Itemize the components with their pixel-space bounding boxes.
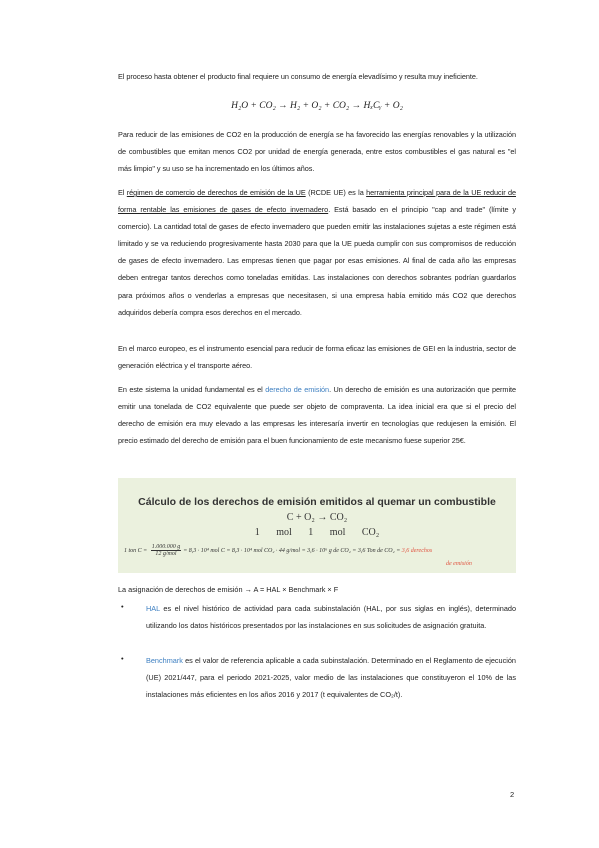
calculation-box bbox=[118, 478, 516, 573]
rcde-text-a: El bbox=[118, 188, 127, 197]
hal-term: HAL bbox=[146, 604, 160, 613]
emission-text-a: En este sistema la unidad fundamental es el bbox=[118, 385, 266, 394]
combustion-reaction: C + O₂ → CO₂ bbox=[286, 512, 348, 523]
emission-text-b: . Un derecho de emisión es una autorización que permite emitir una tonelada de CO2 equivalente que puede ser objeto de compraventa. La idea inicial era que si el precio del derecho de emisión era muy elevado a las empresas les interesaría invertir en tecnologías que redujesen la emisión. El precio estimado del derecho de emisión para el buen funcionamiento de este mecanismo fuese superior 25€. bbox=[118, 385, 516, 446]
calc-denominator: 12 g/mol bbox=[155, 551, 177, 557]
paragraph-rcde bbox=[118, 184, 516, 321]
calc-numerator: 1.000.000 g bbox=[151, 544, 181, 550]
calculation-line bbox=[124, 544, 512, 557]
bullet-icon: • bbox=[121, 654, 124, 663]
chemical-equation: H₂O + CO₂ → H₂ + O₂ + CO₂ → HₓCᵧ + O₂ bbox=[231, 101, 403, 111]
calc-result: 3,6 derechos bbox=[401, 547, 433, 554]
calc-result-cont: de emisión bbox=[446, 561, 472, 567]
calc-start: 1 ton C = bbox=[124, 547, 148, 554]
calc-chain: = 8,3 · 10⁴ mol C = 8,3 · 10⁴ mol CO₂ · 44 g/mol = 3,6 · 10⁶ g de CO₂ = 3,6 Ton de CO₂ = bbox=[183, 547, 401, 554]
rcde-link[interactable]: régimen de comercio de derechos de emisión de la UE bbox=[126, 188, 306, 197]
rcde-tool-link[interactable]: herramienta principal para de la UE reducir de forma rentable las emisiones de gases de efecto invernadero bbox=[118, 188, 516, 215]
benchmark-term: Benchmark bbox=[146, 656, 183, 665]
paragraph-emission-right bbox=[118, 381, 516, 449]
calculation-title: Cálculo de los derechos de emisión emitidos al quemar un combustible bbox=[138, 496, 496, 508]
emission-right-link[interactable]: derecho de emisión bbox=[265, 385, 330, 394]
bullet-benchmark bbox=[146, 652, 516, 703]
allocation-formula: La asignación de derechos de emisión → A = HAL × Benchmark × F bbox=[118, 585, 339, 594]
paragraph-process: El proceso hasta obtener el producto final requiere un consumo de energía elevadísimo y resulta muy ineficiente. bbox=[118, 72, 478, 81]
calc-fraction bbox=[151, 544, 182, 557]
hal-text: es el nivel histórico de actividad para cada subinstalación (HAL, por sus siglas en inglés), determinado utilizando los datos históricos presentados por las instalaciones en sus solicitudes de asignación gratuita. bbox=[146, 604, 516, 630]
rcde-text-c: . Está basado en el principio "cap and trade" (límite y comercio). La cantidad total de gases de efecto invernadero que pueden emitir las instalaciones sujetas a este régimen está limitado y se va reduciendo progresivamente hasta 2030 para que la UE pueda cumplir con sus compromisos de reducción de gases de efecto invernadero. Las empresas tienen que pagar por esas emisiones. Al final de cada año las empresas deben entregar tantos derechos como toneladas emitidas. Las instalaciones con derechos sobrantes podrían guardarlos para próximos años o venderlas a empresas que necesitasen, si una empresa había emitido más CO2 que derechos adquiridos debería compra esos derechos en el mercado. bbox=[118, 205, 517, 317]
page-number: 2 bbox=[510, 790, 515, 799]
paragraph-european-framework: En el marco europeo, es el instrumento esencial para reducir de forma eficaz las emisiones de GEI en la industria, sector de generación eléctrica y el transporte aéreo. bbox=[118, 344, 516, 371]
mole-ratio: 1 mol 1 mol CO₂ bbox=[254, 527, 380, 538]
bullet-icon: • bbox=[121, 602, 124, 611]
bullet-hal bbox=[146, 600, 516, 634]
paragraph-emissions: Para reducir de las emisiones de CO2 en la producción de energía se ha favorecido las energías renovables y la utilización de combustibles que emitan menos CO2 por unidad de energía generada, entre estos combustibles el gas natural es "el más limpio" y su uso se ha incrementado en los últimos años. bbox=[118, 130, 516, 174]
rcde-text-b: (RCDE UE) es la bbox=[305, 188, 367, 197]
benchmark-text: es el valor de referencia aplicable a cada subinstalación. Determinado en el Reglamento de ejecución (UE) 2021/447, para el periodo 2021-2025, valor medio de las instalaciones que constituyeron el 10% de las instalaciones más eficientes en los años 2016 y 2017 (t equivalentes de CO₂/t). bbox=[146, 656, 516, 699]
